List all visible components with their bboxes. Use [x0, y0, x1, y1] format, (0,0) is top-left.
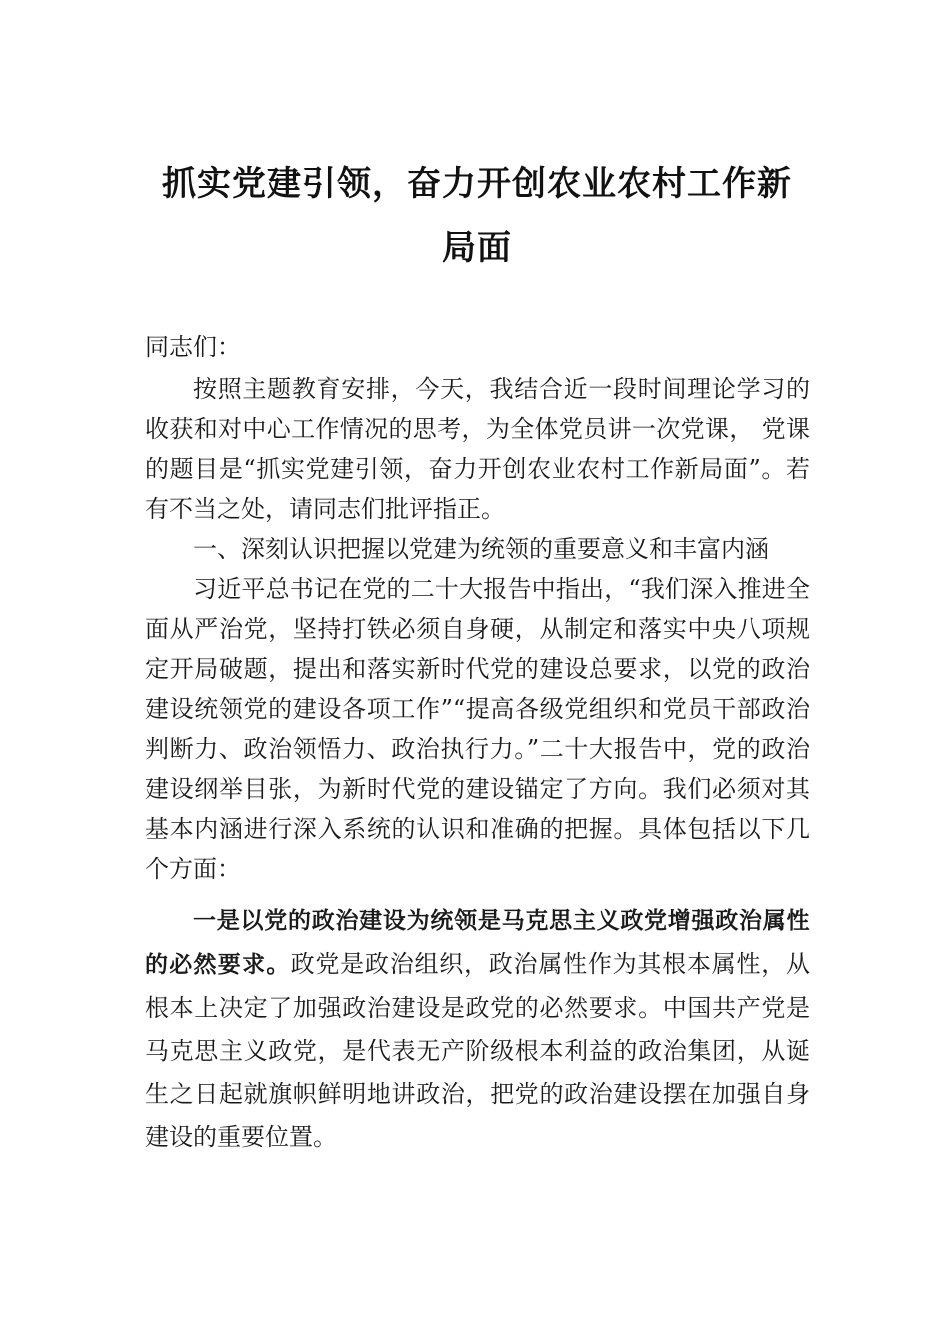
title-line-2: 局面	[442, 228, 512, 268]
title-line-1: 抓实党建引领，奋力开创农业农村工作新	[162, 164, 792, 204]
point-text: 政党是政治组织，政治属性作为其根本属性，从根本上决定了加强政治建设是政党的必然要求。中国共产党是马克思主义政党，是代表无产阶级根本利益的政治集团，从诞生之日起就旗帜鲜明地讲政治，把党的政治建设摆在加强自身建设的重要位置。	[145, 950, 811, 1151]
paragraph: 习近平总书记在党的二十大报告中指出，“我们深入推进全面从严治党，坚持打铁必须自身硬，从制定和落实中央八项规定开局破题，提出和落实新时代党的建设总要求，以党的政治建设统领党的建设各项工作”“提高各级党组织和党员干部政治判断力、政治领悟力、政治执行力。”二十大报告中，党的政治建设纲举目张，为新时代党的建设锚定了方向。我们必须对其基本内涵进行深入系统的认识和准确的把握。具体包括以下几个方面：	[145, 575, 810, 883]
section-heading: 一、深刻认识把握以党建为统领的重要意义和丰富内涵	[193, 535, 769, 563]
greeting: 同志们：	[145, 333, 241, 361]
point-paragraph	[145, 899, 810, 1159]
intro-paragraph: 按照主题教育安排，今天，我结合近一段时间理论学习的收获和对中心工作情况的思考，为全体党员讲一次党课， 党课的题目是“抓实党建引领，奋力开创农业农村工作新局面”。若有不当之处，请同志们批评指正。	[145, 375, 810, 523]
document-title	[145, 152, 809, 280]
document-body	[145, 327, 810, 1159]
point-lead: 一是以党的政治建设为统领是马克思主义政党增强政治属性的必然要求。	[145, 908, 810, 978]
